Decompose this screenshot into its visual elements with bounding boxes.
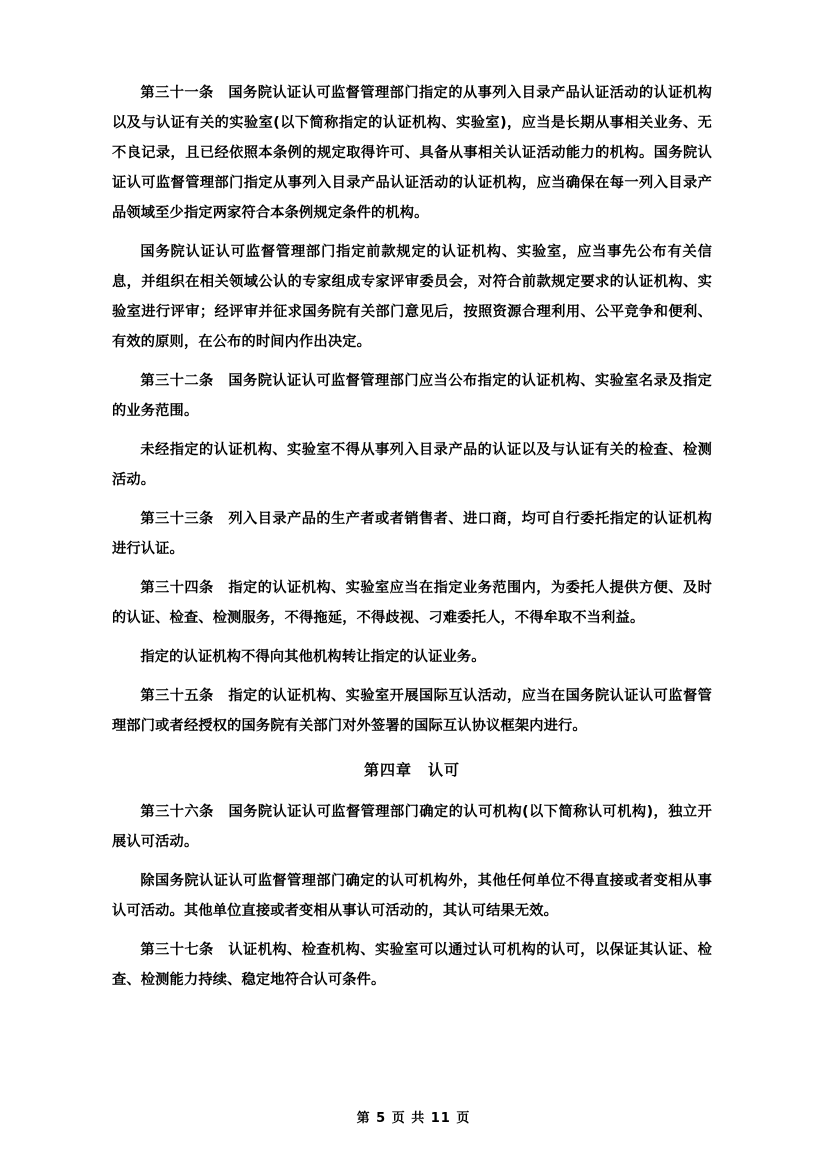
- footer-middle: 页 共: [391, 1111, 426, 1126]
- paragraph: 第三十四条 指定的认证机构、实验室应当在指定业务范围内，为委托人提供方便、及时的认证、检查、检测服务，不得拖延，不得歧视、刁难委托人，不得牟取不当利益。: [112, 580, 712, 626]
- paragraph: 除国务院认证认可监督管理部门确定的认可机构外，其他任何单位不得直接或者变相从事认可活动。其他单位直接或者变相从事认可活动的，其认可结果无效。: [112, 873, 712, 919]
- paragraph: 第三十六条 国务院认证认可监督管理部门确定的认可机构(以下简称认可机构)，独立开展认可活动。: [112, 804, 712, 850]
- footer-suffix: 页: [456, 1111, 471, 1126]
- footer-prefix: 第: [356, 1111, 371, 1126]
- paragraph: 第三十一条 国务院认证认可监督管理部门指定的从事列入目录产品认证活动的认证机构以及与认证有关的实验室(以下简称指定的认证机构、实验室)，应当是长期从事相关业务、无不良记录，且已经依照本条例的规定取得许可、具备从事相关认证活动能力的机构。国务院认证认可监督管理部门指定从事列入目录产品认证活动的认证机构，应当确保在每一列入目录产品领域至少指定两家符合本条例规定条件的机构。: [112, 85, 712, 221]
- footer-total-pages: 11: [430, 1111, 451, 1126]
- paragraph: 未经指定的认证机构、实验室不得从事列入目录产品的认证以及与认证有关的检查、检测活动。: [112, 442, 712, 488]
- page-footer: [0, 1107, 827, 1126]
- paragraph: 国务院认证认可监督管理部门指定前款规定的认证机构、实验室，应当事先公布有关信息，并组织在相关领域公认的专家组成专家评审委员会，对符合前款规定要求的认证机构、实验室进行评审；经评审并征求国务院有关部门意见后，按照资源合理利用、公平竞争和便利、有效的原则，在公布的时间内作出决定。: [112, 244, 712, 350]
- paragraph: 第三十五条 指定的认证机构、实验室开展国际互认活动，应当在国务院认证认可监督管理部门或者经授权的国务院有关部门对外签署的国际互认协议框架内进行。: [112, 688, 712, 734]
- paragraph: 第三十三条 列入目录产品的生产者或者销售者、进口商，均可自行委托指定的认证机构进行认证。: [112, 511, 712, 557]
- paragraph: 第三十二条 国务院认证认可监督管理部门应当公布指定的认证机构、实验室名录及指定的业务范围。: [112, 373, 712, 419]
- footer-current-page: 5: [376, 1111, 387, 1126]
- document-body: [112, 78, 712, 1004]
- paragraph: 指定的认证机构不得向其他机构转让指定的认证业务。: [140, 649, 486, 665]
- paragraph: 第三十七条 认证机构、检查机构、实验室可以通过认可机构的认可，以保证其认证、检查、检测能力持续、稳定地符合认可条件。: [112, 942, 712, 988]
- chapter-heading: 第四章 认可: [363, 761, 460, 779]
